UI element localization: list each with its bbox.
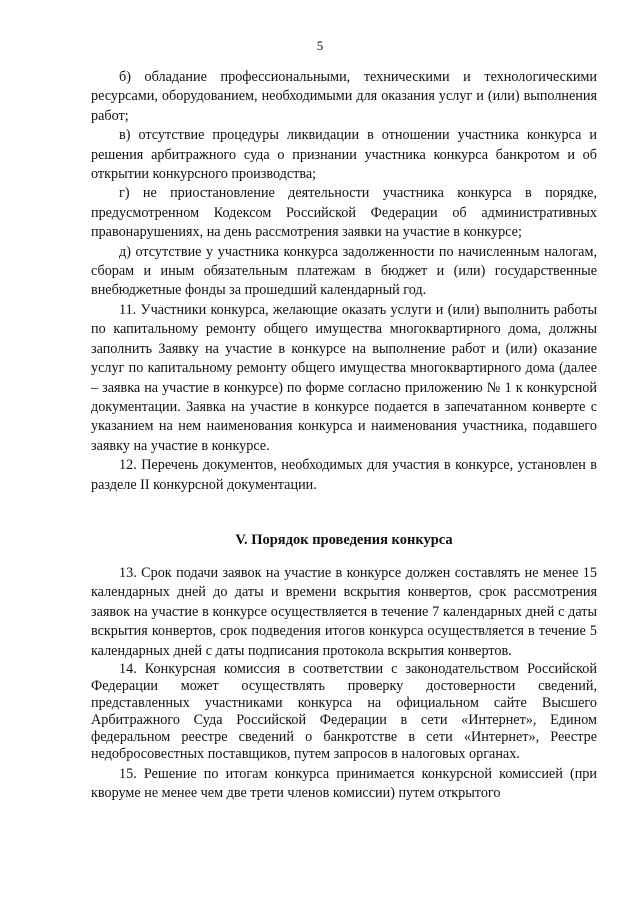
paragraph-15: 15. Решение по итогам конкурса принимается конкурсной комиссией (при кворуме не менее чем две трети членов комиссии) путем открытого [91, 766, 597, 802]
paragraph-11: 11. Участники конкурса, желающие оказать услуги и (или) выполнить работы по капитальному ремонту общего имущества многоквартирного дома, должны заполнить Заявку на участие в конкурсе на выполнение работ и (или) оказание услуг по капитальному ремонту общего имущества многоквартирного дома (далее – заявка на участие в конкурсе) по форме согласно приложению № 1 к конкурсной документации. Заявка на участие в конкурсе подается в запечатанном конверте с указанием на нем наименования конкурса и наименования участника, подавшего заявку на участие в конкурсе. [91, 301, 597, 454]
paragraph-v: в) отсутствие процедуры ликвидации в отношении участника конкурса и решения арбитражного суда о признании участника конкурса банкротом и об открытии конкурсного производства; [91, 127, 597, 183]
section-heading: V. Порядок проведения конкурса [235, 532, 453, 548]
paragraph-14: 14. Конкурсная комиссия в соответствии с законодательством Российской Федерации может осуществлять проверку достоверности сведений, представленных участниками конкурса на официальном сайте Высшего Арбитражного Суда Российской Федерации в сети «Интернет», Едином федеральном реестре сведений о банкротстве в сети «Интернет», Реестре недобросовестных поставщиков, путем запросов в налоговых органах. [91, 661, 597, 763]
paragraph-g: г) не приостановление деятельности участника конкурса в порядке, предусмотренном Кодексом Российской Федерации об административных правонарушениях, на день рассмотрения заявки на участие в конкурсе; [91, 185, 597, 241]
requirements-section [91, 68, 597, 495]
paragraph-13: 13. Срок подачи заявок на участие в конкурсе должен составлять не менее 15 календарных дней до даты и времени вскрытия конвертов, срок рассмотрения заявок на участие в конкурсе осуществляется в течение 7 календарных дней с даты вскрытия конвертов, срок подведения итогов конкурса осуществляется в течение 5 календарных дней с даты подписания протокола вскрытия конвертов. [91, 565, 597, 659]
paragraph-d: д) отсутствие у участника конкурса задолженности по начисленным налогам, сборам и иным обязательным платежам в бюджет и (или) государственные внебюджетные фонды за прошедший календарный год. [91, 243, 597, 299]
paragraph-12: 12. Перечень документов, необходимых для участия в конкурсе, установлен в разделе II конкурсной документации. [91, 457, 597, 493]
paragraph-b: б) обладание профессиональными, техническими и технологическими ресурсами, оборудованием, необходимыми для оказания услуг и (или) выполнения работ; [91, 69, 597, 124]
procedure-section [91, 564, 597, 804]
page-number: 5 [316, 38, 324, 53]
